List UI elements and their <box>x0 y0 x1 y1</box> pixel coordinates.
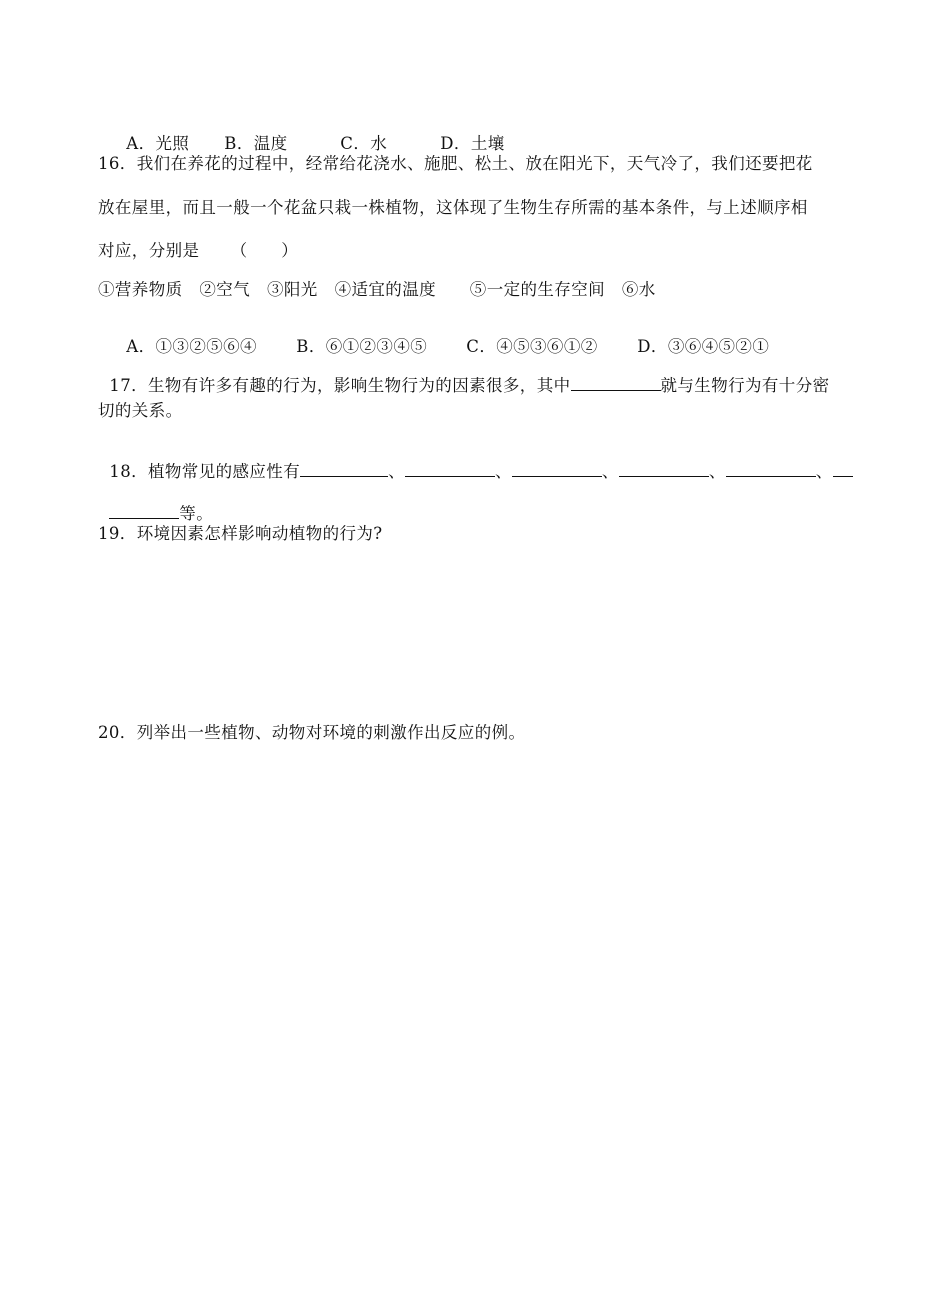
q18-answer-blank-5[interactable] <box>726 459 816 477</box>
q18-text-start: 18．植物常见的感应性有 <box>109 462 301 481</box>
q16-line-1: 16．我们在养花的过程中，经常给花浇水、施肥、松土、放在阳光下，天气冷了，我们还要把花 <box>98 154 813 173</box>
q20-question: 20．列举出一些植物、动物对环境的刺激作出反应的例。 <box>98 723 526 742</box>
q16-option-b: B．⑥①②③④⑤ <box>296 337 428 356</box>
q17-text-start: 17．生物有许多有趣的行为，影响生物行为的因素很多，其中 <box>109 376 571 395</box>
q15-options <box>115 111 505 154</box>
q18-line-1 <box>98 439 853 482</box>
q18-answer-blank-6-start[interactable] <box>833 459 853 477</box>
q18-line-2 <box>98 481 213 524</box>
q16-line-3: 对应，分别是 （ ） <box>98 241 299 260</box>
q18-answer-blank-6-end[interactable] <box>109 501 179 519</box>
q18-separator: 、 <box>495 462 512 481</box>
q17-text-end: 就与生物行为有十分密 <box>660 376 830 395</box>
q18-separator: 、 <box>388 462 405 481</box>
q18-separator: 、 <box>601 462 619 481</box>
q19-question: 19．环境因素怎样影响动植物的行为? <box>98 524 383 543</box>
q18-answer-blank-1[interactable] <box>300 459 388 477</box>
q18-answer-blank-3[interactable] <box>512 459 602 477</box>
q18-separator: 、 <box>708 462 726 481</box>
q18-text-end: 等。 <box>179 504 214 523</box>
q17-line-2: 切的关系。 <box>98 401 183 420</box>
q15-option-a: A．光照 <box>126 134 190 153</box>
q16-items: ①营养物质 ②空气 ③阳光 ④适宜的温度 ⑤一定的生存空间 ⑥水 <box>98 280 656 299</box>
q16-options <box>115 314 769 357</box>
q17-answer-blank[interactable] <box>571 373 661 391</box>
q15-option-d: D．土壤 <box>440 134 505 153</box>
q18-answer-blank-2[interactable] <box>405 459 495 477</box>
q17-line-1 <box>98 353 830 396</box>
q16-option-a: A．①③②⑤⑥④ <box>126 337 257 356</box>
q16-option-d: D．③⑥④⑤②① <box>637 337 770 356</box>
q15-option-b: B．温度 <box>224 134 288 153</box>
q16-option-c: C．④⑤③⑥①② <box>466 337 598 356</box>
q16-line-2: 放在屋里，而且一般一个花盆只栽一株植物，这体现了生物生存所需的基本条件，与上述顺序相 <box>98 198 808 217</box>
q15-option-c: C．水 <box>340 134 388 153</box>
q18-answer-blank-4[interactable] <box>619 459 709 477</box>
q18-separator: 、 <box>815 462 833 481</box>
